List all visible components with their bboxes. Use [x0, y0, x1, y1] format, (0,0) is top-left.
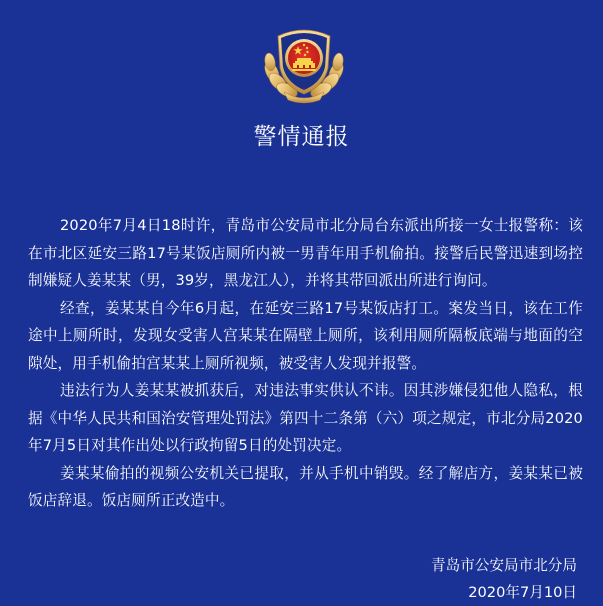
paragraph-penalty: 违法行为人姜某某被抓获后，对违法事实供认不讳。因其涉嫌侵犯他人隐私，根据《中华人民共和国治安管理处罚法》第四十二条第（六）项之规定，市北分局2020年7月5日对其作出处以行政拘留5日的处罚决定。 — [28, 382, 583, 454]
notice-body — [28, 212, 583, 515]
issue-date: 2020年7月10日 — [468, 584, 577, 601]
signature-block — [431, 552, 577, 606]
police-badge-icon — [262, 22, 346, 104]
page-title: 警情通报 — [253, 124, 350, 150]
paragraph-investigation: 经查，姜某某自今年6月起，在延安三路17号某饭店打工。案发当日，该在工作途中上厕所时，发现女受害人宫某某在隔壁上厕所，该利用厕所隔板底端与地面的空隙处，用手机偷拍宫某某上厕所视频，被受害人发现并报警。 — [28, 299, 583, 372]
issuer-name: 青岛市公安局市北分局 — [431, 557, 577, 574]
paragraph-incident-report: 2020年7月4日18时许，青岛市公安局市北分局台东派出所接一女士报警称：该在市北区延安三路17号某饭店厕所内被一男青年用手机偷拍。接警后民警迅速到场控制嫌疑人姜某某（男，39岁，黑龙江人），并将其带回派出所进行询问。 — [28, 217, 583, 289]
paragraph-follow-up: 姜某某偷拍的视频公安机关已提取，并从手机中销毁。经了解店方，姜某某已被饭店辞退。饭店厕所正改造中。 — [28, 464, 583, 509]
